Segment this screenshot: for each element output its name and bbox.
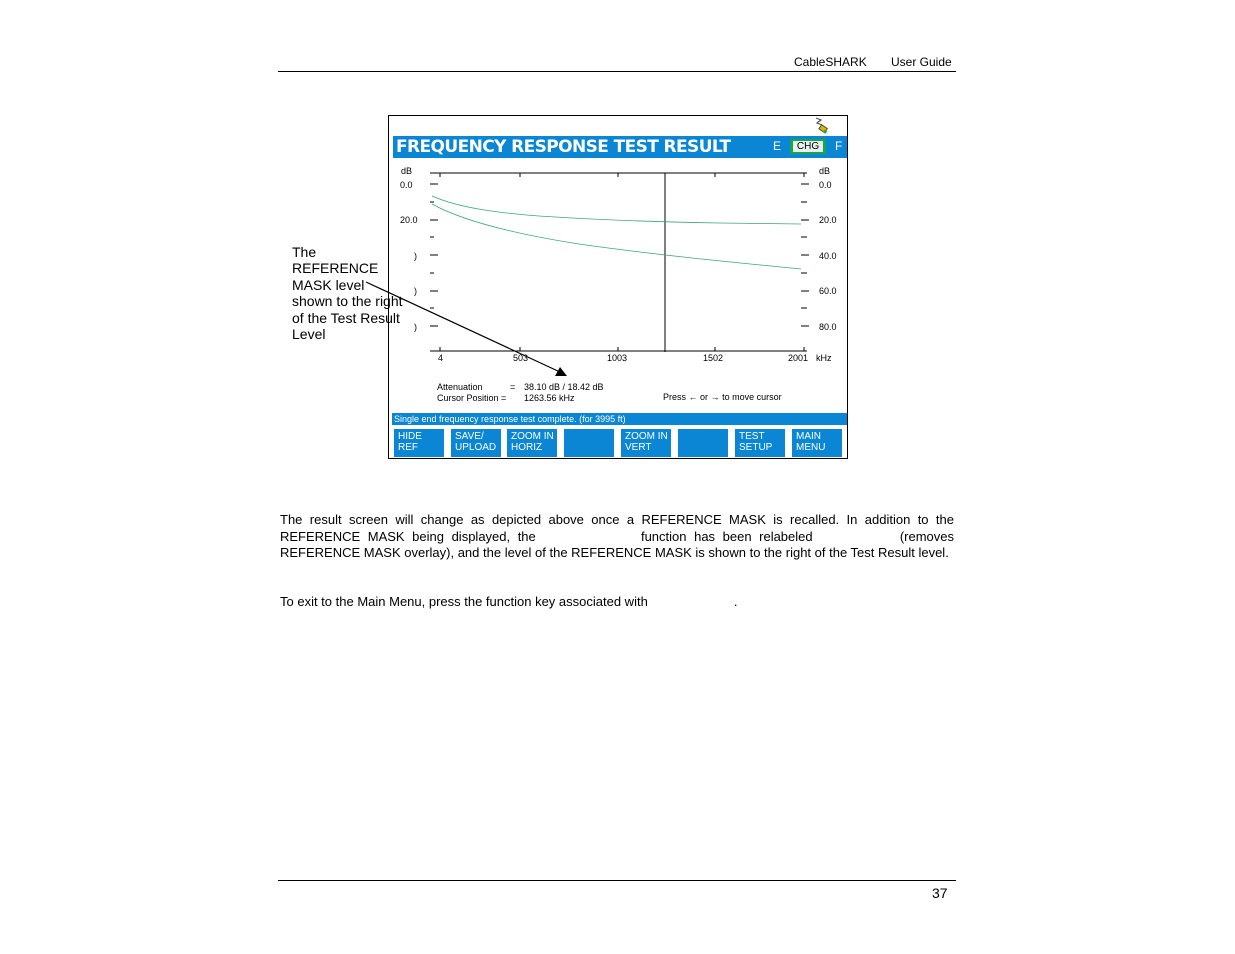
- left-tick-0: 0.0: [400, 180, 413, 190]
- cursor-hint-mid: or: [700, 392, 709, 402]
- body-paragraph-1: [280, 512, 954, 562]
- callout-line: Level: [292, 326, 326, 343]
- chg-badge-label: CHG: [793, 141, 823, 152]
- fkey-label-line1: SAVE/: [455, 431, 484, 442]
- x-tick-4: 2001: [788, 353, 809, 363]
- header-guide: User Guide: [891, 55, 952, 69]
- fkey-label-line1: HIDE: [398, 431, 422, 442]
- para1-part1: The result screen will change as depicted above once a REFERENCE MASK is recalled. In addition to the REFERENCE MASK being displayed, the: [280, 512, 954, 544]
- cursor-hint-post: to move cursor: [722, 392, 782, 402]
- callout-line: The: [292, 244, 317, 260]
- fkey-label-line2: SETUP: [739, 442, 773, 453]
- callout-line: MASK level: [292, 276, 365, 293]
- para1-part2: function has been relabeled: [640, 528, 813, 544]
- attenuation-value: 38.10 dB / 18.42 dB: [524, 382, 604, 392]
- x-tick-0: 4: [438, 353, 444, 363]
- para2-part1: To exit to the Main Menu, press the function key associated with: [280, 594, 648, 609]
- header-product: CableSHARK: [794, 55, 867, 69]
- indicator-left: E: [773, 139, 782, 153]
- right-tick-2: 40.0: [819, 251, 837, 261]
- arrow-right-icon: →: [710, 392, 720, 402]
- para1-part3: (removes REFERENCE MASK overlay), and the level of the REFERENCE MASK is shown to the right of the Test Result level.: [280, 528, 954, 560]
- status-bar: Single end frequency response test complete. (for 3995 ft): [392, 413, 847, 425]
- fkey-label-line2: HORIZ: [511, 442, 543, 453]
- left-tick-3: ): [414, 286, 417, 296]
- cursor-position-label: Cursor Position =: [437, 393, 507, 403]
- x-tick-3: 1502: [703, 353, 724, 363]
- left-tick-1: 20.0: [400, 215, 418, 225]
- fkey-label-line2: VERT: [625, 442, 652, 453]
- screen-title: FREQUENCY RESPONSE TEST RESULT: [396, 137, 731, 157]
- para2-part2: .: [733, 594, 738, 609]
- cursor-hint-pre: Press: [663, 392, 687, 402]
- callout-line: shown to the right: [292, 293, 403, 310]
- x-tick-1: 503: [513, 353, 529, 363]
- right-tick-4: 80.0: [819, 322, 837, 332]
- arrow-left-icon: ←: [688, 392, 698, 402]
- callout-line: of the Test Result: [292, 309, 400, 326]
- fkey-label-line1: ZOOM IN: [511, 431, 554, 442]
- attenuation-eq: =: [510, 382, 516, 392]
- fkey-label-line2: REF: [398, 442, 418, 453]
- fkey-label-line1: TEST: [739, 431, 765, 442]
- fkey-label-line2: MENU: [796, 442, 826, 453]
- left-tick-4: ): [414, 322, 417, 332]
- left-axis-unit: dB: [401, 166, 413, 176]
- body-paragraph-2: [280, 594, 954, 611]
- fkey-label-line1: MAIN: [796, 431, 821, 442]
- callout-line: REFERENCE: [292, 260, 379, 277]
- fkey-label-line1: ZOOM IN: [625, 431, 668, 442]
- right-tick-1: 20.0: [819, 215, 837, 225]
- indicator-right: F: [835, 139, 843, 153]
- fkey-label-line2: UPLOAD: [455, 442, 497, 453]
- left-tick-2: ): [414, 251, 417, 261]
- right-tick-0: 0.0: [819, 180, 832, 190]
- right-tick-3: 60.0: [819, 286, 837, 296]
- attenuation-label: Attenuation: [437, 382, 483, 392]
- page-number: 37: [932, 885, 948, 901]
- right-axis-unit: dB: [819, 166, 831, 176]
- footer-rule: [278, 880, 956, 881]
- arrow-head-icon: [555, 367, 567, 376]
- x-unit: kHz: [816, 353, 832, 363]
- cursor-position-value: 1263.56 kHz: [524, 393, 575, 403]
- x-tick-2: 1003: [607, 353, 628, 363]
